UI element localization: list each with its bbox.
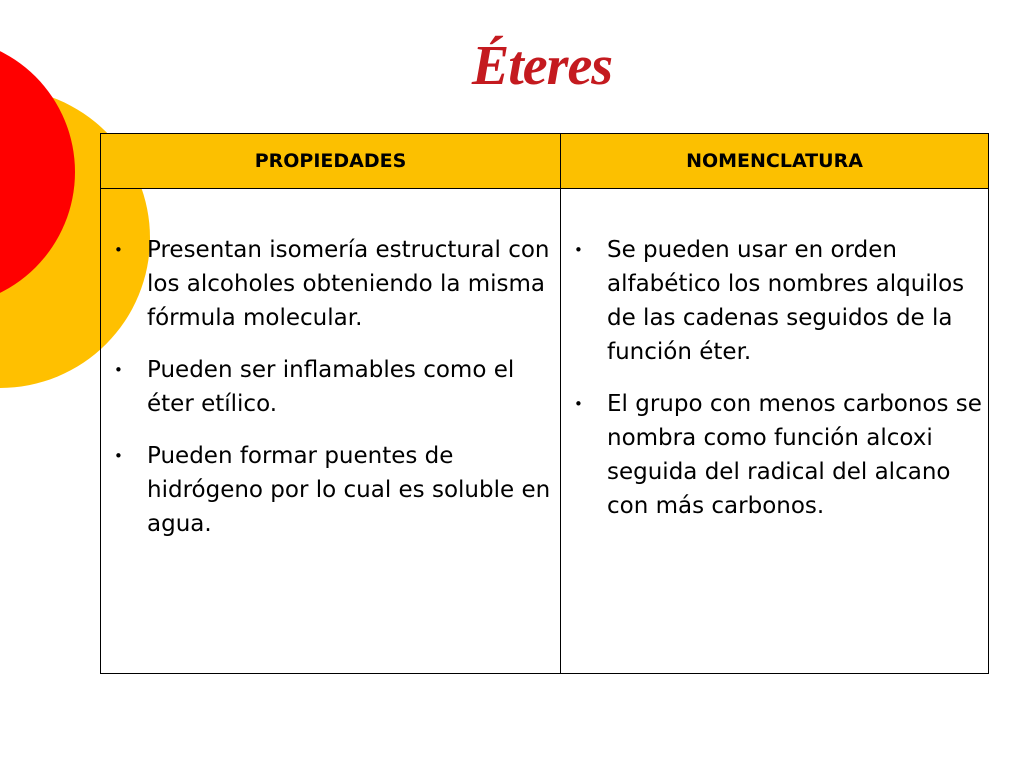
list-item-text: Pueden ser inflamables como el éter etílico. <box>147 357 515 417</box>
list-item <box>561 233 988 369</box>
list-item <box>561 387 988 523</box>
comparison-table <box>100 133 989 674</box>
list-item-text: El grupo con menos carbonos se nombra como función alcoxi seguida del radical del alcano con más carbonos. <box>607 391 982 519</box>
table-body-row <box>101 189 989 674</box>
list-item-text: Se pueden usar en orden alfabético los nombres alquilos de las cadenas seguidos de la función éter. <box>607 237 965 365</box>
bullet-icon: • <box>114 361 123 379</box>
nomenclatura-list <box>561 189 988 523</box>
list-item-text: Pueden formar puentes de hidrógeno por lo cual es soluble en agua. <box>147 443 551 537</box>
bullet-icon: • <box>114 241 123 259</box>
header-nomenclatura: NOMENCLATURA <box>561 134 989 189</box>
list-item-text: Presentan isomería estructural con los alcoholes obteniendo la misma fórmula molecular. <box>147 237 550 331</box>
bullet-icon: • <box>574 395 583 413</box>
bullet-icon: • <box>114 447 123 465</box>
table-header-row <box>101 134 989 189</box>
propiedades-list <box>101 189 560 541</box>
slide-title: Éteres <box>471 35 613 97</box>
bullet-icon: • <box>574 241 583 259</box>
header-propiedades: PROPIEDADES <box>101 134 561 189</box>
propiedades-cell <box>101 189 561 674</box>
list-item <box>101 233 560 335</box>
list-item <box>101 439 560 541</box>
list-item <box>101 353 560 421</box>
nomenclatura-cell <box>561 189 989 674</box>
